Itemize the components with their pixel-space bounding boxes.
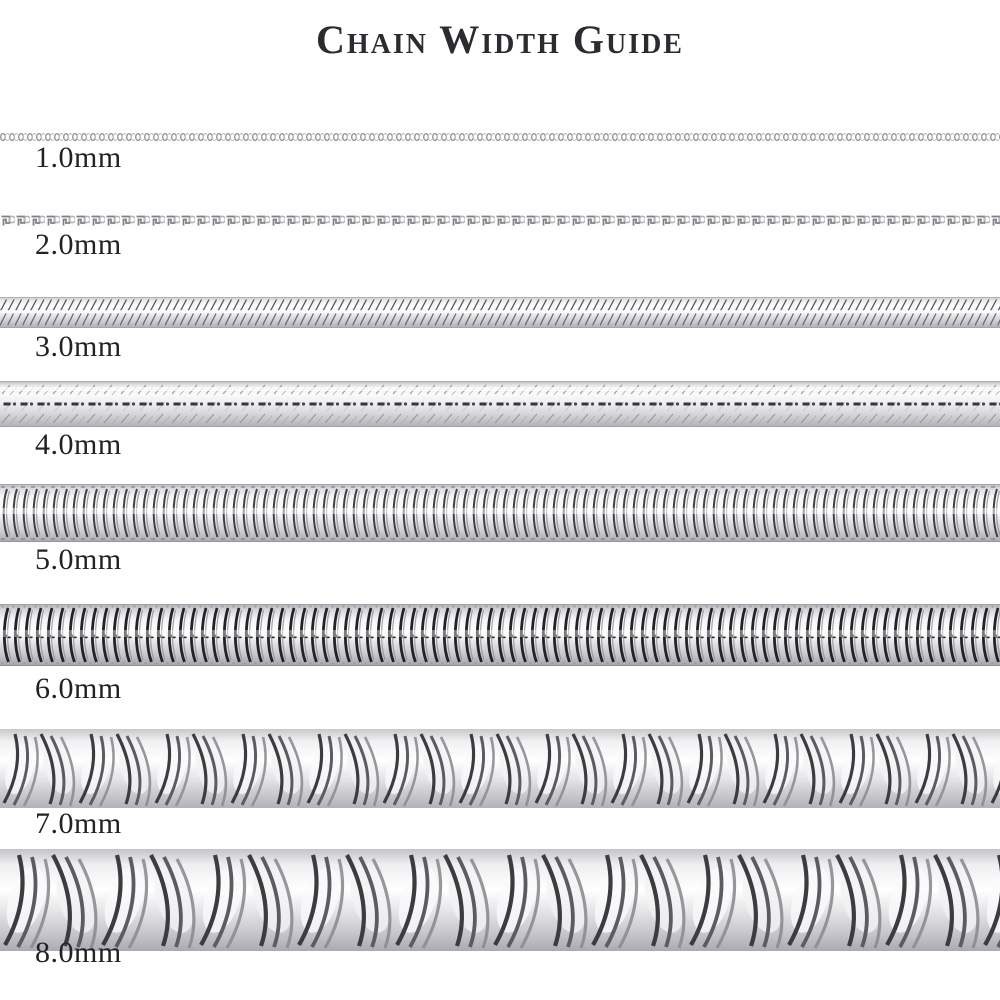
size-label-5mm: 5.0mm — [35, 543, 122, 576]
size-label-3mm: 3.0mm — [35, 330, 122, 363]
page-title: Chain Width Guide — [316, 17, 684, 62]
snake-chain-6mm-image — [0, 604, 1000, 666]
box-chain-2mm-image — [0, 210, 1000, 229]
size-label-1mm: 1.0mm — [35, 141, 122, 174]
snake-chain-5mm-image — [0, 484, 1000, 542]
snake-chain-3mm-image — [0, 297, 1000, 328]
size-label-8mm: 8.0mm — [35, 936, 122, 969]
size-label-4mm: 4.0mm — [35, 428, 122, 461]
size-label-7mm: 7.0mm — [35, 807, 122, 840]
rope-chain-7mm-image — [0, 729, 1000, 808]
size-label-6mm: 6.0mm — [35, 672, 122, 705]
size-label-2mm: 2.0mm — [35, 228, 122, 261]
box-chain-1mm-image — [0, 130, 1000, 144]
snake-chain-4mm-image — [0, 381, 1000, 427]
rope-chain-8mm-image — [0, 849, 1000, 951]
